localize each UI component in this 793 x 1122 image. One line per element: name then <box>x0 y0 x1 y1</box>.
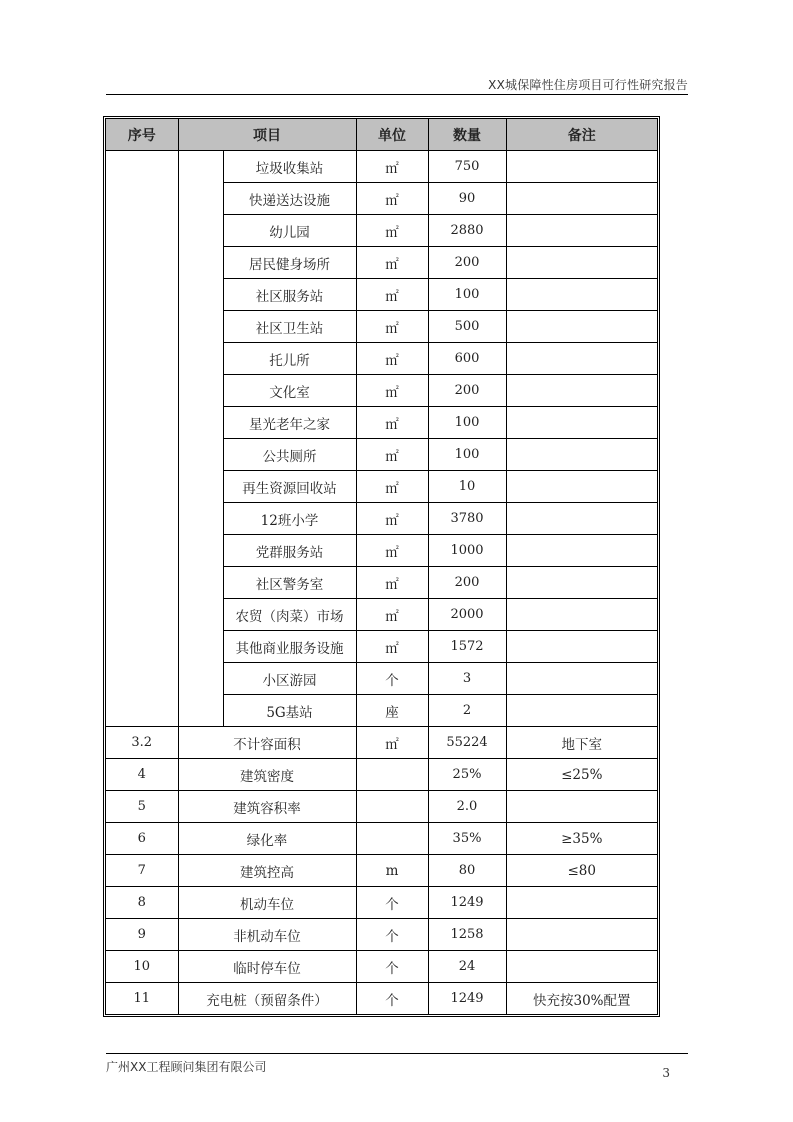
cell-qty: 1572 <box>428 631 506 663</box>
cell-item: 不计容面积 <box>178 727 356 759</box>
cell-unit: ㎡ <box>356 503 428 535</box>
cell-item: 临时停车位 <box>178 951 356 983</box>
cell-qty: 200 <box>428 375 506 407</box>
cell-note <box>506 407 657 439</box>
cell-qty: 1000 <box>428 535 506 567</box>
cell-note: ≥35% <box>506 823 657 855</box>
cell-item: 充电桩（预留条件） <box>178 983 356 1015</box>
cell-qty: 100 <box>428 407 506 439</box>
cell-no: 5 <box>106 791 178 823</box>
cell-item: 小区游园 <box>223 663 356 695</box>
cell-item: 星光老年之家 <box>223 407 356 439</box>
cell-unit: 个 <box>356 983 428 1015</box>
cell-no: 10 <box>106 951 178 983</box>
cell-qty: 200 <box>428 247 506 279</box>
cell-note: 地下室 <box>506 727 657 759</box>
cell-note <box>506 279 657 311</box>
cell-item: 托儿所 <box>223 343 356 375</box>
cell-item: 农贸（肉菜）市场 <box>223 599 356 631</box>
table-row <box>106 151 657 183</box>
page-header <box>106 76 688 95</box>
cell-no: 8 <box>106 887 178 919</box>
cell-qty: 80 <box>428 855 506 887</box>
page-number: 3 <box>662 1066 670 1080</box>
cell-unit: ㎡ <box>356 151 428 183</box>
cell-qty: 3 <box>428 663 506 695</box>
col-header-no: 序号 <box>106 119 178 151</box>
cell-qty: 1258 <box>428 919 506 951</box>
cell-qty: 100 <box>428 439 506 471</box>
cell-unit: ㎡ <box>356 567 428 599</box>
cell-item: 机动车位 <box>178 887 356 919</box>
cell-unit: 个 <box>356 887 428 919</box>
cell-unit: ㎡ <box>356 375 428 407</box>
cell-qty: 100 <box>428 279 506 311</box>
cell-item: 建筑密度 <box>178 759 356 791</box>
cell-note <box>506 375 657 407</box>
cell-note <box>506 919 657 951</box>
cell-note <box>506 951 657 983</box>
cell-no: 3.2 <box>106 727 178 759</box>
cell-item: 社区服务站 <box>223 279 356 311</box>
cell-item: 社区卫生站 <box>223 311 356 343</box>
cell-item: 建筑容积率 <box>178 791 356 823</box>
col-header-note: 备注 <box>506 119 657 151</box>
cell-unit <box>356 791 428 823</box>
cell-qty: 500 <box>428 311 506 343</box>
cell-unit: 个 <box>356 951 428 983</box>
cell-note <box>506 663 657 695</box>
table-row <box>106 759 657 791</box>
cell-unit: 个 <box>356 919 428 951</box>
cell-unit: ㎡ <box>356 535 428 567</box>
cell-unit: ㎡ <box>356 471 428 503</box>
report-title: XX城保障性住房项目可行性研究报告 <box>488 78 688 92</box>
cell-note <box>506 247 657 279</box>
cell-note <box>506 151 657 183</box>
cell-qty: 750 <box>428 151 506 183</box>
table-row <box>106 727 657 759</box>
cell-group-blank <box>178 151 223 727</box>
cell-item: 公共厕所 <box>223 439 356 471</box>
company-name: 广州XX工程顾问集团有限公司 <box>106 1060 267 1074</box>
cell-item: 社区警务室 <box>223 567 356 599</box>
cell-item: 5G基站 <box>223 695 356 727</box>
cell-qty: 2880 <box>428 215 506 247</box>
table-row <box>106 919 657 951</box>
cell-qty: 90 <box>428 183 506 215</box>
col-header-item: 项目 <box>178 119 356 151</box>
cell-note: ≤25% <box>506 759 657 791</box>
cell-qty: 2.0 <box>428 791 506 823</box>
cell-no-blank <box>106 151 178 727</box>
cell-unit: ㎡ <box>356 631 428 663</box>
cell-qty: 3780 <box>428 503 506 535</box>
cell-item: 非机动车位 <box>178 919 356 951</box>
cell-qty: 1249 <box>428 887 506 919</box>
table-row <box>106 983 657 1015</box>
cell-note <box>506 343 657 375</box>
cell-item: 快递送达设施 <box>223 183 356 215</box>
cell-item: 文化室 <box>223 375 356 407</box>
table-row <box>106 951 657 983</box>
cell-qty: 2 <box>428 695 506 727</box>
cell-item: 居民健身场所 <box>223 247 356 279</box>
cell-qty: 10 <box>428 471 506 503</box>
cell-note <box>506 311 657 343</box>
col-header-qty: 数量 <box>428 119 506 151</box>
cell-item: 其他商业服务设施 <box>223 631 356 663</box>
cell-unit: ㎡ <box>356 311 428 343</box>
table-header-row <box>106 119 657 151</box>
cell-unit: ㎡ <box>356 183 428 215</box>
cell-qty: 24 <box>428 951 506 983</box>
cell-qty: 1249 <box>428 983 506 1015</box>
cell-note <box>506 567 657 599</box>
cell-note <box>506 503 657 535</box>
cell-item: 党群服务站 <box>223 535 356 567</box>
cell-qty: 25% <box>428 759 506 791</box>
cell-unit <box>356 823 428 855</box>
cell-item: 幼儿园 <box>223 215 356 247</box>
cell-note <box>506 439 657 471</box>
cell-item: 建筑控高 <box>178 855 356 887</box>
cell-item: 再生资源回收站 <box>223 471 356 503</box>
cell-note <box>506 631 657 663</box>
cell-no: 7 <box>106 855 178 887</box>
cell-qty: 600 <box>428 343 506 375</box>
table-row <box>106 823 657 855</box>
cell-no: 6 <box>106 823 178 855</box>
cell-note <box>506 887 657 919</box>
page-footer <box>106 1053 688 1080</box>
cell-unit: ㎡ <box>356 279 428 311</box>
table-row <box>106 791 657 823</box>
cell-no: 9 <box>106 919 178 951</box>
cell-qty: 35% <box>428 823 506 855</box>
cell-note <box>506 215 657 247</box>
cell-unit: 座 <box>356 695 428 727</box>
cell-note <box>506 535 657 567</box>
cell-no: 11 <box>106 983 178 1015</box>
cell-unit: ㎡ <box>356 215 428 247</box>
table-row <box>106 855 657 887</box>
cell-unit: m <box>356 855 428 887</box>
cell-item: 垃圾收集站 <box>223 151 356 183</box>
cell-unit: ㎡ <box>356 407 428 439</box>
cell-item: 绿化率 <box>178 823 356 855</box>
cell-note <box>506 695 657 727</box>
cell-unit: ㎡ <box>356 599 428 631</box>
cell-unit <box>356 759 428 791</box>
cell-note <box>506 599 657 631</box>
cell-note <box>506 791 657 823</box>
cell-unit: 个 <box>356 663 428 695</box>
cell-qty: 200 <box>428 567 506 599</box>
table-row <box>106 887 657 919</box>
cell-item: 12班小学 <box>223 503 356 535</box>
cell-unit: ㎡ <box>356 247 428 279</box>
cell-note: 快充按30%配置 <box>506 983 657 1015</box>
indicator-table <box>103 116 660 1017</box>
cell-unit: ㎡ <box>356 343 428 375</box>
col-header-unit: 单位 <box>356 119 428 151</box>
cell-note <box>506 183 657 215</box>
cell-qty: 2000 <box>428 599 506 631</box>
cell-unit: ㎡ <box>356 727 428 759</box>
cell-qty: 55224 <box>428 727 506 759</box>
cell-note: ≤80 <box>506 855 657 887</box>
cell-note <box>506 471 657 503</box>
cell-no: 4 <box>106 759 178 791</box>
cell-unit: ㎡ <box>356 439 428 471</box>
table-body <box>106 151 657 1015</box>
